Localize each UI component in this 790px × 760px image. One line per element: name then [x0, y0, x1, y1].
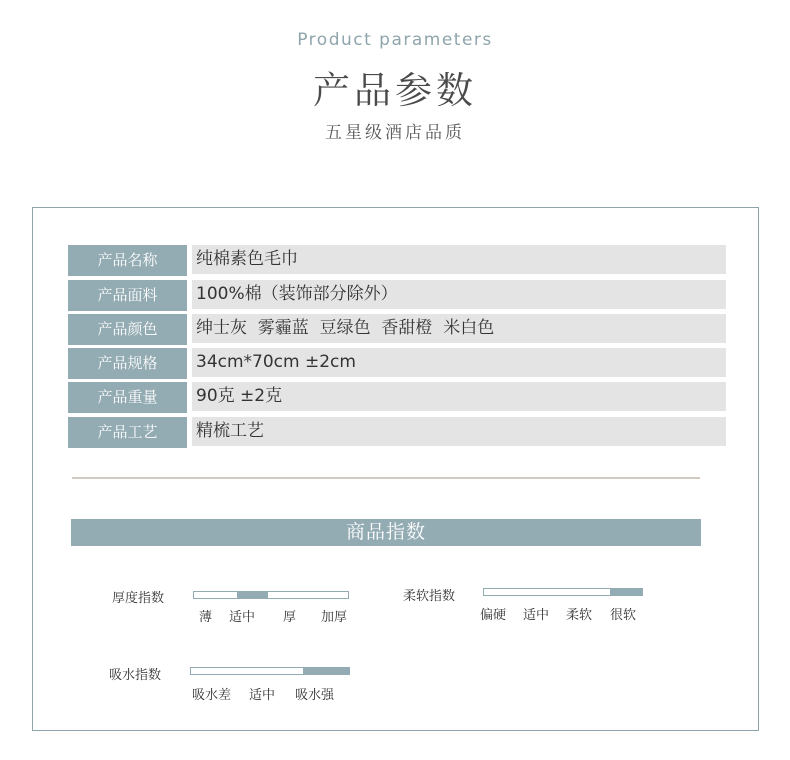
- gauge-softness: [483, 588, 643, 596]
- gauge-label-softness: 柔软指数: [403, 589, 456, 604]
- param-row-size: [68, 348, 726, 379]
- gauge-label-absorbency: 吸水指数: [109, 668, 162, 683]
- param-key: 产品规格: [68, 348, 187, 379]
- subtitle-en: Product parameters: [297, 30, 493, 50]
- param-key: 产品重量: [68, 382, 187, 413]
- gauge-tick: 适中: [229, 610, 256, 625]
- gauge-thickness: [193, 591, 349, 599]
- page-title: 产品参数: [313, 69, 477, 112]
- param-value: 90克 ±2克: [192, 382, 726, 411]
- gauge-tick: 适中: [249, 688, 276, 703]
- gauge-fill-thickness: [237, 591, 269, 599]
- gauge-tick: 偏硬: [480, 608, 507, 623]
- gauge-tick: 加厚: [321, 610, 348, 625]
- param-row-name: [68, 245, 726, 276]
- gauge-tick: 吸水强: [295, 688, 335, 703]
- param-row-colors: [68, 314, 726, 345]
- index-section-title: 商品指数: [71, 519, 701, 546]
- param-value: 纯棉素色毛巾: [192, 245, 726, 274]
- param-value: 精梳工艺: [192, 417, 726, 446]
- gauge-tick: 厚: [283, 610, 297, 625]
- param-row-fabric: [68, 280, 726, 311]
- gauge-fill-softness: [610, 588, 643, 596]
- gauge-label-thickness: 厚度指数: [112, 591, 165, 606]
- gauge-tick: 很软: [610, 608, 637, 623]
- param-key: 产品名称: [68, 245, 187, 276]
- gauge-absorbency: [190, 667, 350, 675]
- tagline: 五星级酒店品质: [325, 123, 465, 143]
- param-key: 产品工艺: [68, 417, 187, 448]
- param-value: 34cm*70cm ±2cm: [192, 348, 726, 377]
- param-key: 产品面料: [68, 280, 187, 311]
- gauge-tick: 薄: [199, 610, 213, 625]
- gauge-tick: 吸水差: [192, 688, 232, 703]
- gauge-tick: 柔软: [566, 608, 593, 623]
- section-divider: [72, 477, 700, 479]
- param-value: 绅士灰 雾霾蓝 豆绿色 香甜橙 米白色: [192, 314, 726, 343]
- gauge-fill-absorbency: [303, 667, 350, 675]
- gauge-tick: 适中: [523, 608, 550, 623]
- param-row-process: [68, 417, 726, 448]
- param-row-weight: [68, 382, 726, 413]
- param-value: 100%棉（装饰部分除外）: [192, 280, 726, 309]
- param-key: 产品颜色: [68, 314, 187, 345]
